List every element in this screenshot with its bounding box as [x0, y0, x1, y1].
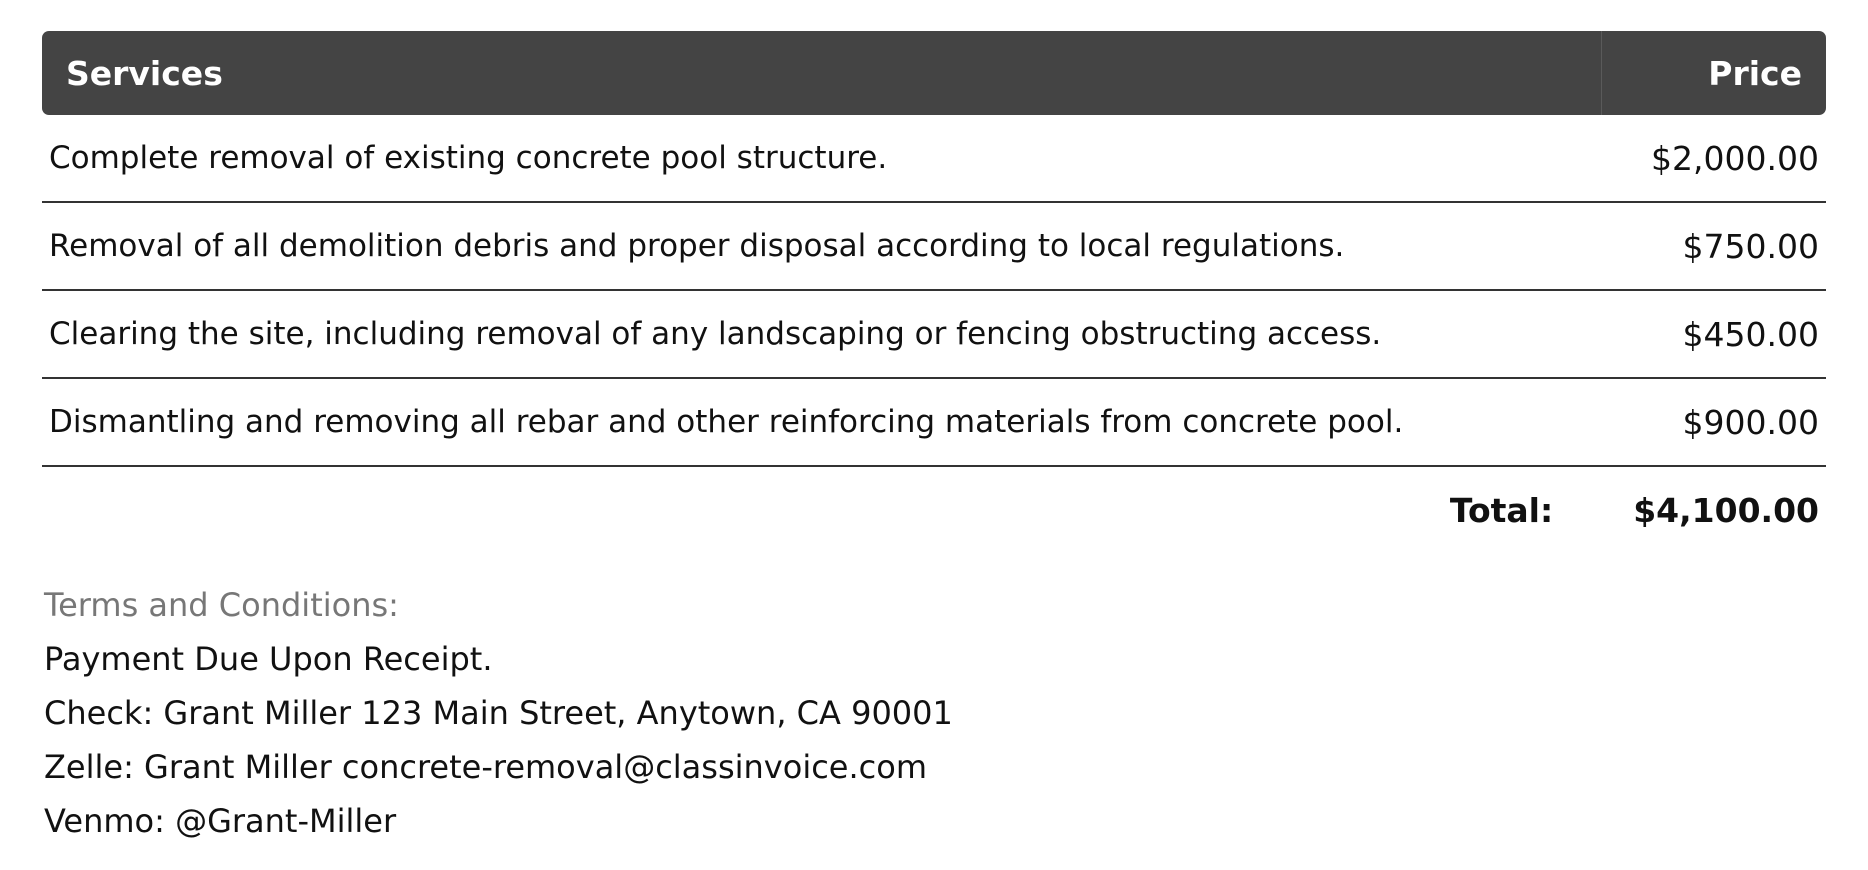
terms-line-venmo: Venmo: @Grant-Miller — [44, 802, 397, 840]
terms-section — [44, 578, 953, 848]
price-column-header: Price — [1708, 53, 1802, 93]
terms-heading: Terms and Conditions: — [44, 586, 399, 624]
total-row — [42, 467, 1826, 553]
terms-line-zelle: Zelle: Grant Miller concrete-removal@classinvoice.com — [44, 748, 927, 786]
terms-line-check: Check: Grant Miller 123 Main Street, Anytown, CA 90001 — [44, 694, 953, 732]
service-description: Complete removal of existing concrete pool structure. — [49, 140, 888, 176]
table-row — [42, 115, 1826, 203]
service-price: $900.00 — [1682, 402, 1819, 442]
total-value: $4,100.00 — [1633, 490, 1819, 530]
total-label: Total: — [1449, 490, 1554, 530]
service-description: Removal of all demolition debris and proper disposal according to local regulations. — [49, 228, 1345, 264]
services-column-header: Services — [42, 31, 1602, 115]
terms-line-payment: Payment Due Upon Receipt. — [44, 640, 493, 678]
services-table — [42, 31, 1826, 553]
table-row — [42, 379, 1826, 467]
service-price: $2,000.00 — [1651, 138, 1819, 178]
table-row — [42, 203, 1826, 291]
service-price: $450.00 — [1682, 314, 1819, 354]
table-header — [42, 31, 1826, 115]
service-price: $750.00 — [1682, 226, 1819, 266]
service-description: Dismantling and removing all rebar and other reinforcing materials from concrete pool. — [49, 404, 1404, 440]
service-description: Clearing the site, including removal of any landscaping or fencing obstructing access. — [49, 316, 1382, 352]
table-row — [42, 291, 1826, 379]
